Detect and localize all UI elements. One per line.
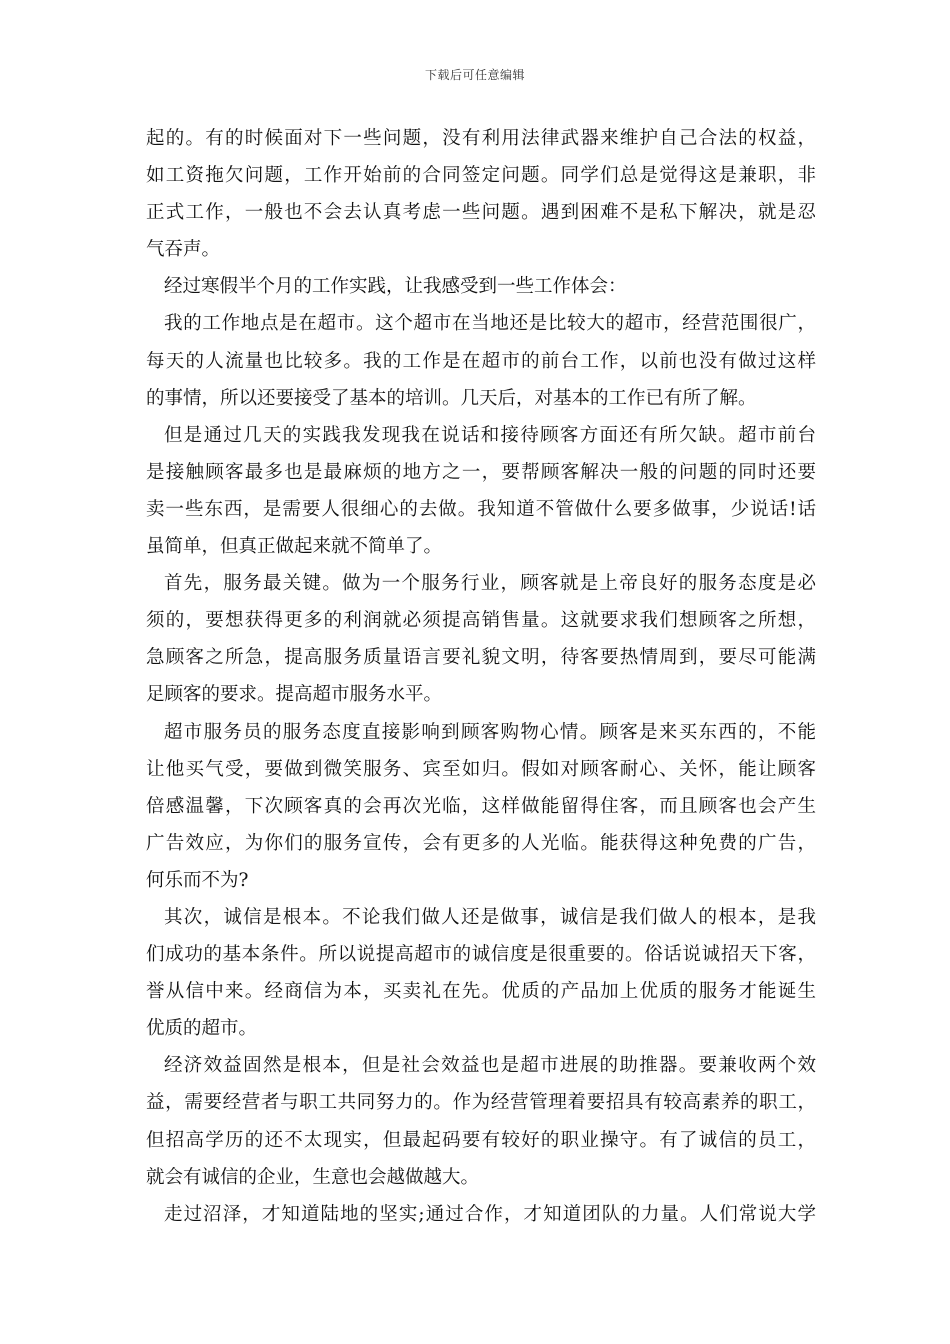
text-line: 正式工作，一般也不会去认真考虑一些问题。遇到困难不是私下解决，就是忍 [146,202,816,224]
text-line: 倍感温馨，下次顾客真的会再次光临，这样做能留得住客，而且顾客也会产生 [146,795,816,817]
text-line: 是接触顾客最多也是最麻烦的地方之一，要帮顾客解决一般的问题的同时还要 [146,461,816,483]
text-line: 让他买气受，要做到微笑服务、宾至如归。假如对顾客耐心、关怀，能让顾客 [146,758,816,780]
text-line: 我的工作地点是在超市。这个超市在当地还是比较大的超市，经营范围很广， [164,313,816,335]
body-text [146,120,816,1233]
text-line: 其次，诚信是根本。不论我们做人还是做事，诚信是我们做人的根本，是我 [164,906,816,928]
text-line: 经过寒假半个月的工作实践，让我感受到一些工作体会： [164,276,627,298]
text-line: 但招高学历的还不太现实，但最起码要有较好的职业操守。有了诚信的员工， [146,1129,816,1151]
text-line: 足顾客的要求。提高超市服务水平。 [146,684,443,706]
text-line: 超市服务员的服务态度直接影响到顾客购物心情。顾客是来买东西的，不能 [164,721,816,743]
text-line: 广告效应，为你们的服务宣传，会有更多的人光临。能获得这种免费的广告， [146,832,816,854]
text-line: 气吞声。 [146,239,221,261]
page-header: 下载后可任意编辑 [424,68,525,82]
text-line: 如工资拖欠问题，工作开始前的合同签定问题。同学们总是觉得这是兼职，非 [146,165,816,187]
text-line: 起的。有的时候面对下一些问题，没有利用法律武器来维护自己合法的权益， [146,128,816,149]
text-line: 何乐而不为? [146,869,249,891]
text-line: 虽简单，但真正做起来就不简单了。 [146,536,443,558]
text-line: 誉从信中来。经商信为本，买卖礼在先。优质的产品加上优质的服务才能诞生 [146,981,816,1003]
text-line: 经济效益固然是根本，但是社会效益也是超市进展的助推器。要兼收两个效 [164,1055,816,1077]
text-line: 每天的人流量也比较多。我的工作是在超市的前台工作，以前也没有做过这样 [146,350,816,372]
text-line: 急顾客之所急，提高服务质量语言要礼貌文明，待客要热情周到，要尽可能满 [146,647,816,669]
text-line: 优质的超市。 [146,1018,258,1040]
text-line: 卖一些东西，是需要人很细心的去做。我知道不管做什么要多做事，少说话!话 [146,498,816,520]
text-line: 须的，要想获得更多的利润就必须提高销售量。这就要求我们想顾客之所想， [146,610,816,632]
text-line: 首先，服务最关键。做为一个服务行业，顾客就是上帝良好的服务态度是必 [164,573,816,595]
text-line: 就会有诚信的企业，生意也会越做越大。 [146,1166,480,1188]
text-line: 的事情，所以还要接受了基本的培训。几天后，对基本的工作已有所了解。 [146,387,757,409]
text-line: 但是通过几天的实践我发现我在说话和接待顾客方面还有所欠缺。超市前台 [164,424,816,446]
text-line: 走过沼泽，才知道陆地的坚实;通过合作，才知道团队的力量。人们常说大学 [164,1203,816,1225]
text-line: 们成功的基本条件。所以说提高超市的诚信度是很重要的。俗话说诚招天下客， [146,944,816,966]
text-line: 益，需要经营者与职工共同努力的。作为经营管理着要招具有较高素养的职工， [146,1092,816,1114]
